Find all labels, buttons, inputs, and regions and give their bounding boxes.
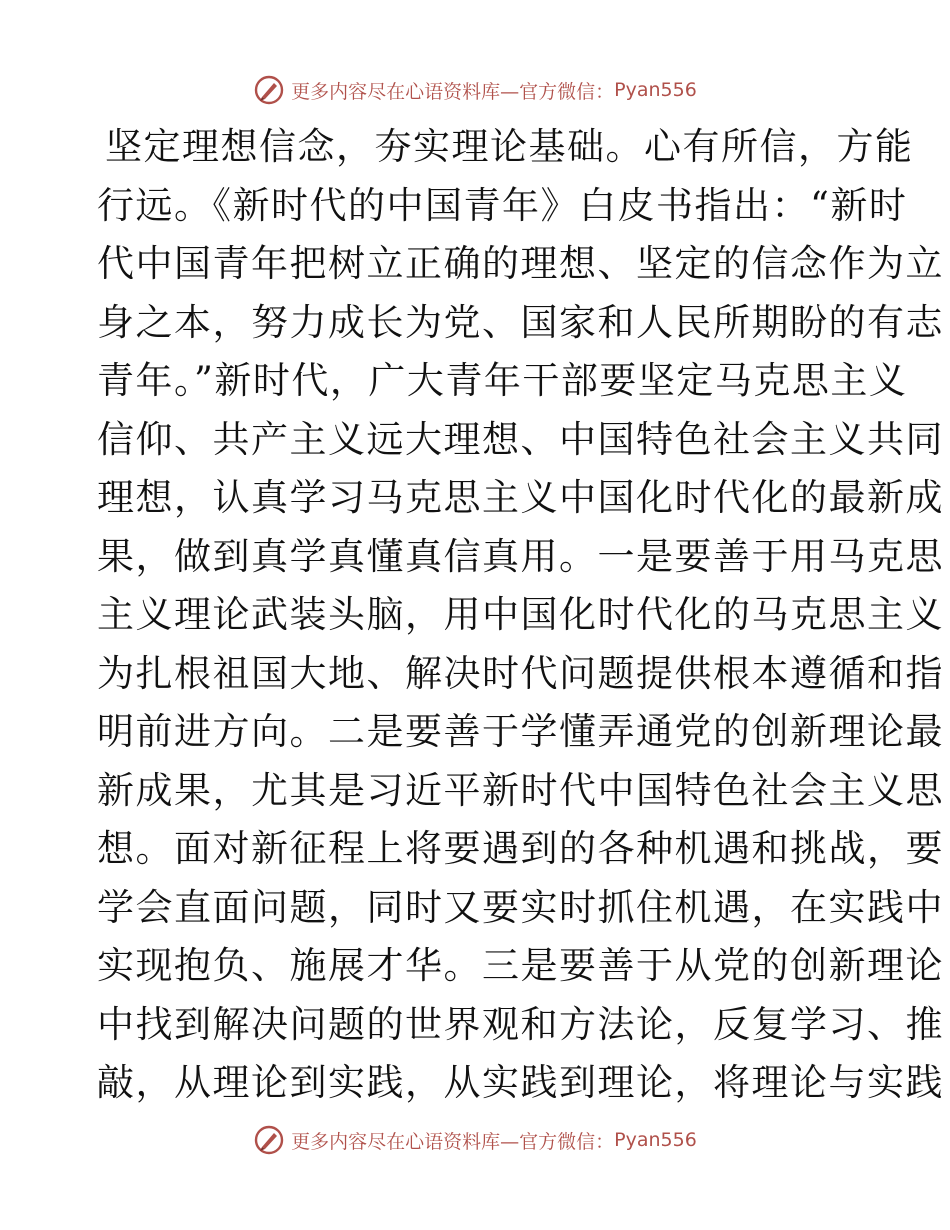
- quill-logo-icon: [253, 1124, 285, 1156]
- body-line: 身之本，努力成长为党、国家和人民所期盼的有志: [97, 300, 944, 344]
- body-line: 代中国青年把树立正确的理想、坚定的信念作为立: [97, 242, 944, 285]
- wechat-id: Pyan556: [614, 79, 697, 101]
- body-line: 新成果，尤其是习近平新时代中国特色社会主义思: [97, 768, 944, 812]
- document-body: [97, 118, 944, 1113]
- body-line: 行远。《新时代的中国青年》白皮书指出：“新时: [97, 183, 908, 227]
- wechat-id: Pyan556: [614, 1129, 697, 1151]
- quill-logo-icon: [253, 74, 285, 106]
- body-line: 坚定理想信念，夯实理论基础。心有所信，方能: [105, 125, 914, 168]
- banner-text: 更多内容尽在心语资料库—官方微信：: [291, 80, 615, 103]
- body-line: 主义理论武装头脑，用中国化时代化的马克思主义: [97, 593, 944, 636]
- body-line: 想。面对新征程上将要遇到的各种机遇和挑战，要: [97, 827, 944, 870]
- body-line: 青年。”新时代，广大青年干部要坚定马克思主义: [97, 359, 908, 402]
- body-line: 明前进方向。二是要善于学懂弄通党的创新理论最: [97, 710, 944, 753]
- body-line: 理想，认真学习马克思主义中国化时代化的最新成: [97, 476, 944, 519]
- footer-banner: [0, 1120, 950, 1160]
- body-line: 果，做到真学真懂真信真用。一是要善于用马克思: [97, 534, 944, 578]
- body-line: 实现抱负、施展才华。三是要善于从党的创新理论: [97, 944, 944, 987]
- body-line: 信仰、共产主义远大理想、中国特色社会主义共同: [97, 417, 944, 461]
- header-banner: [0, 70, 950, 110]
- body-line: 敲，从理论到实践，从实践到理论，将理论与实践: [97, 1061, 944, 1104]
- body-line: 为扎根祖国大地、解决时代问题提供根本遵循和指: [97, 651, 944, 695]
- banner-text: 更多内容尽在心语资料库—官方微信：: [291, 1130, 615, 1153]
- body-line: 学会直面问题，同时又要实时抓住机遇，在实践中: [97, 885, 944, 929]
- body-line: 中找到解决问题的世界观和方法论，反复学习、推: [97, 1002, 944, 1046]
